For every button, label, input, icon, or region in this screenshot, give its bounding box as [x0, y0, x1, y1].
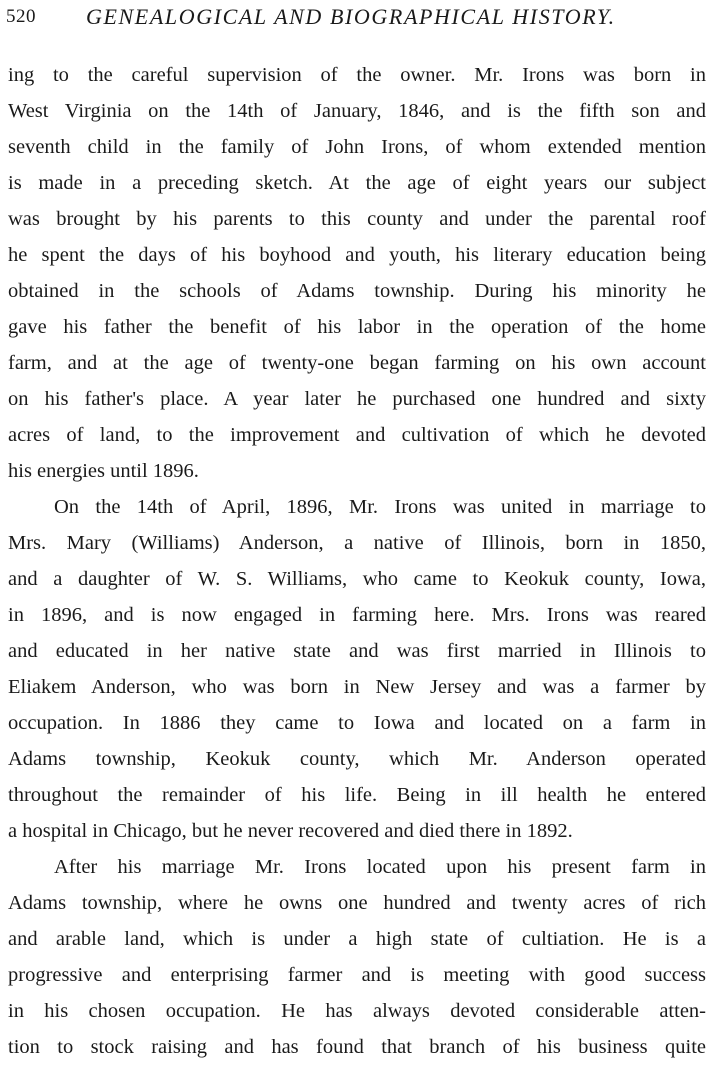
- paragraph-last-line: his energies until 1896.: [8, 460, 199, 482]
- text-line: tion to stock raising and has found that branch of his business quite: [8, 1036, 706, 1058]
- text-line: progressive and enterprising farmer and is meeting with good success: [8, 964, 706, 986]
- text-line: Eliakem Anderson, who was born in New Jersey and was a farmer by: [8, 676, 706, 698]
- text-line: in his chosen occupation. He has always devoted considerable atten-: [8, 1000, 706, 1022]
- text-line: he spent the days of his boyhood and youth, his literary education being: [8, 244, 706, 266]
- text-line: and educated in her native state and was first married in Illinois to: [8, 640, 706, 662]
- text-line: acres of land, to the improvement and cultivation of which he devoted: [8, 424, 706, 446]
- text-line: occupation. In 1886 they came to Iowa and located on a farm in: [8, 712, 706, 734]
- text-line: was brought by his parents to this county and under the parental roof: [8, 208, 706, 230]
- page-number: 520: [6, 6, 36, 27]
- text-line: obtained in the schools of Adams township. During his minority he: [8, 280, 706, 302]
- text-line: in 1896, and is now engaged in farming here. Mrs. Irons was reared: [8, 604, 706, 626]
- text-line: farm, and at the age of twenty-one began farming on his own account: [8, 352, 706, 374]
- text-line: seventh child in the family of John Irons, of whom extended mention: [8, 136, 706, 158]
- text-line: is made in a preceding sketch. At the age of eight years our subject: [8, 172, 706, 194]
- text-line: and a daughter of W. S. Williams, who came to Keokuk county, Iowa,: [8, 568, 706, 590]
- text-line: ing to the careful supervision of the owner. Mr. Irons was born in: [8, 64, 706, 86]
- text-line: Mrs. Mary (Williams) Anderson, a native of Illinois, born in 1850,: [8, 532, 706, 554]
- text-line: and arable land, which is under a high state of cultiation. He is a: [8, 928, 706, 950]
- running-head: GENEALOGICAL AND BIOGRAPHICAL HISTORY.: [86, 4, 616, 29]
- text-line: Adams township, where he owns one hundred and twenty acres of rich: [8, 892, 706, 914]
- text-line: on his father's place. A year later he purchased one hundred and sixty: [8, 388, 706, 410]
- text-line: throughout the remainder of his life. Being in ill health he entered: [8, 784, 706, 806]
- page-header: [6, 4, 706, 34]
- body-text: [8, 57, 706, 1065]
- paragraph-last-line: a hospital in Chicago, but he never recovered and died there in 1892.: [8, 820, 573, 842]
- text-line: Adams township, Keokuk county, which Mr. Anderson operated: [8, 748, 706, 770]
- paragraph-first-line: On the 14th of April, 1896, Mr. Irons was united in marriage to: [54, 496, 706, 518]
- text-line: West Virginia on the 14th of January, 1846, and is the fifth son and: [8, 100, 706, 122]
- paragraph-first-line: After his marriage Mr. Irons located upon his present farm in: [54, 856, 706, 878]
- text-line: gave his father the benefit of his labor in the operation of the home: [8, 316, 706, 338]
